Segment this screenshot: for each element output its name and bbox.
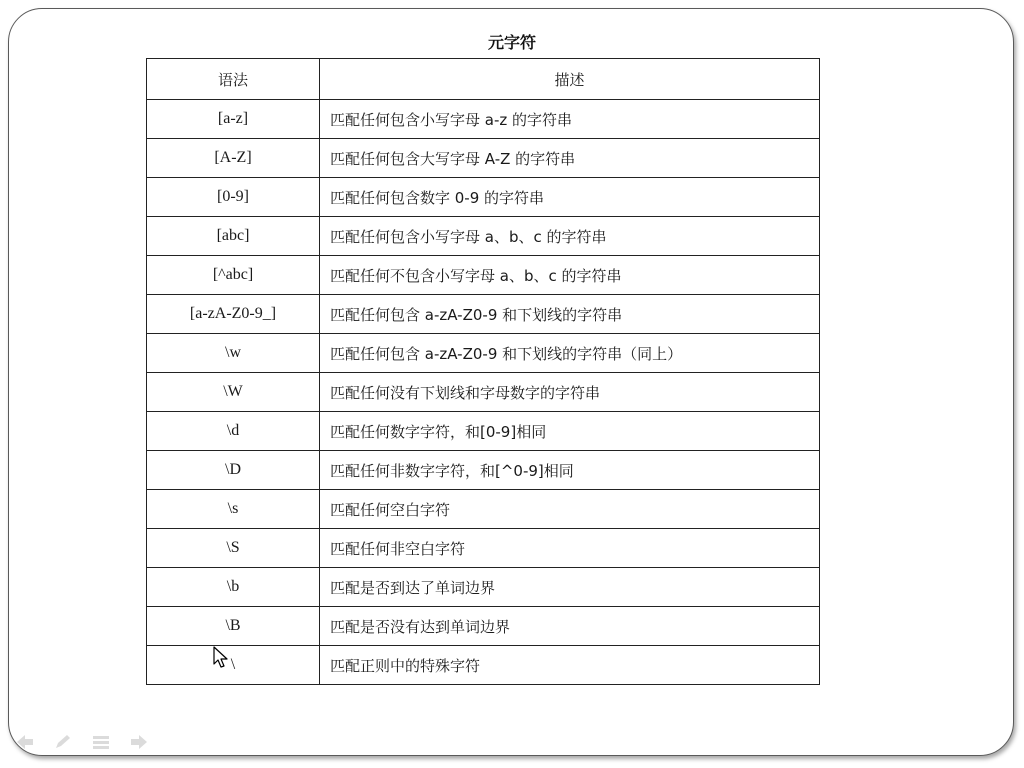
syntax-cell: \B bbox=[147, 607, 320, 646]
syntax-cell: [a-zA-Z0-9_] bbox=[147, 295, 320, 334]
syntax-cell: \W bbox=[147, 373, 320, 412]
description-cell: 匹配任何包含大写字母 A-Z 的字符串 bbox=[320, 139, 820, 178]
syntax-cell: \D bbox=[147, 451, 320, 490]
syntax-cell: [^abc] bbox=[147, 256, 320, 295]
slide-title: 元字符 bbox=[487, 33, 536, 52]
table-row bbox=[147, 178, 820, 217]
table-row bbox=[147, 217, 820, 256]
table-row bbox=[147, 568, 820, 607]
description-cell: 匹配任何非数字字符，和[^0-9]相同 bbox=[320, 451, 820, 490]
next-arrow-icon[interactable] bbox=[128, 733, 150, 751]
table-row bbox=[147, 373, 820, 412]
description-cell: 匹配任何包含小写字母 a、b、c 的字符串 bbox=[320, 217, 820, 256]
table-row bbox=[147, 256, 820, 295]
column-header-description: 描述 bbox=[320, 59, 820, 100]
metacharacter-table bbox=[146, 58, 820, 685]
table-row bbox=[147, 529, 820, 568]
table-row bbox=[147, 646, 820, 685]
description-cell: 匹配任何包含小写字母 a-z 的字符串 bbox=[320, 100, 820, 139]
slideshow-toolbar bbox=[14, 733, 150, 751]
description-cell: 匹配任何包含数字 0-9 的字符串 bbox=[320, 178, 820, 217]
syntax-cell: \w bbox=[147, 334, 320, 373]
syntax-cell: \S bbox=[147, 529, 320, 568]
table-row bbox=[147, 139, 820, 178]
table-row bbox=[147, 334, 820, 373]
description-cell: 匹配正则中的特殊字符 bbox=[320, 646, 820, 685]
description-cell: 匹配任何非空白字符 bbox=[320, 529, 820, 568]
description-cell: 匹配是否到达了单词边界 bbox=[320, 568, 820, 607]
syntax-cell: [abc] bbox=[147, 217, 320, 256]
mouse-pointer-icon bbox=[213, 646, 231, 670]
table-row bbox=[147, 607, 820, 646]
syntax-cell: \ bbox=[147, 646, 320, 685]
syntax-cell: [a-z] bbox=[147, 100, 320, 139]
description-cell: 匹配任何没有下划线和字母数字的字符串 bbox=[320, 373, 820, 412]
table-row bbox=[147, 100, 820, 139]
table-row bbox=[147, 451, 820, 490]
table-header-row bbox=[147, 59, 820, 100]
pen-icon[interactable] bbox=[52, 733, 74, 751]
menu-icon[interactable] bbox=[90, 733, 112, 751]
description-cell: 匹配任何包含 a-zA-Z0-9 和下划线的字符串 bbox=[320, 295, 820, 334]
column-header-syntax: 语法 bbox=[147, 59, 320, 100]
description-cell: 匹配是否没有达到单词边界 bbox=[320, 607, 820, 646]
syntax-cell: \b bbox=[147, 568, 320, 607]
table-row bbox=[147, 412, 820, 451]
syntax-cell: [0-9] bbox=[147, 178, 320, 217]
previous-arrow-icon[interactable] bbox=[14, 733, 36, 751]
description-cell: 匹配任何空白字符 bbox=[320, 490, 820, 529]
syntax-cell: [A-Z] bbox=[147, 139, 320, 178]
table-row bbox=[147, 295, 820, 334]
table-row bbox=[147, 490, 820, 529]
description-cell: 匹配任何包含 a-zA-Z0-9 和下划线的字符串（同上） bbox=[320, 334, 820, 373]
syntax-cell: \d bbox=[147, 412, 320, 451]
description-cell: 匹配任何数字字符，和[0-9]相同 bbox=[320, 412, 820, 451]
syntax-cell: \s bbox=[147, 490, 320, 529]
description-cell: 匹配任何不包含小写字母 a、b、c 的字符串 bbox=[320, 256, 820, 295]
